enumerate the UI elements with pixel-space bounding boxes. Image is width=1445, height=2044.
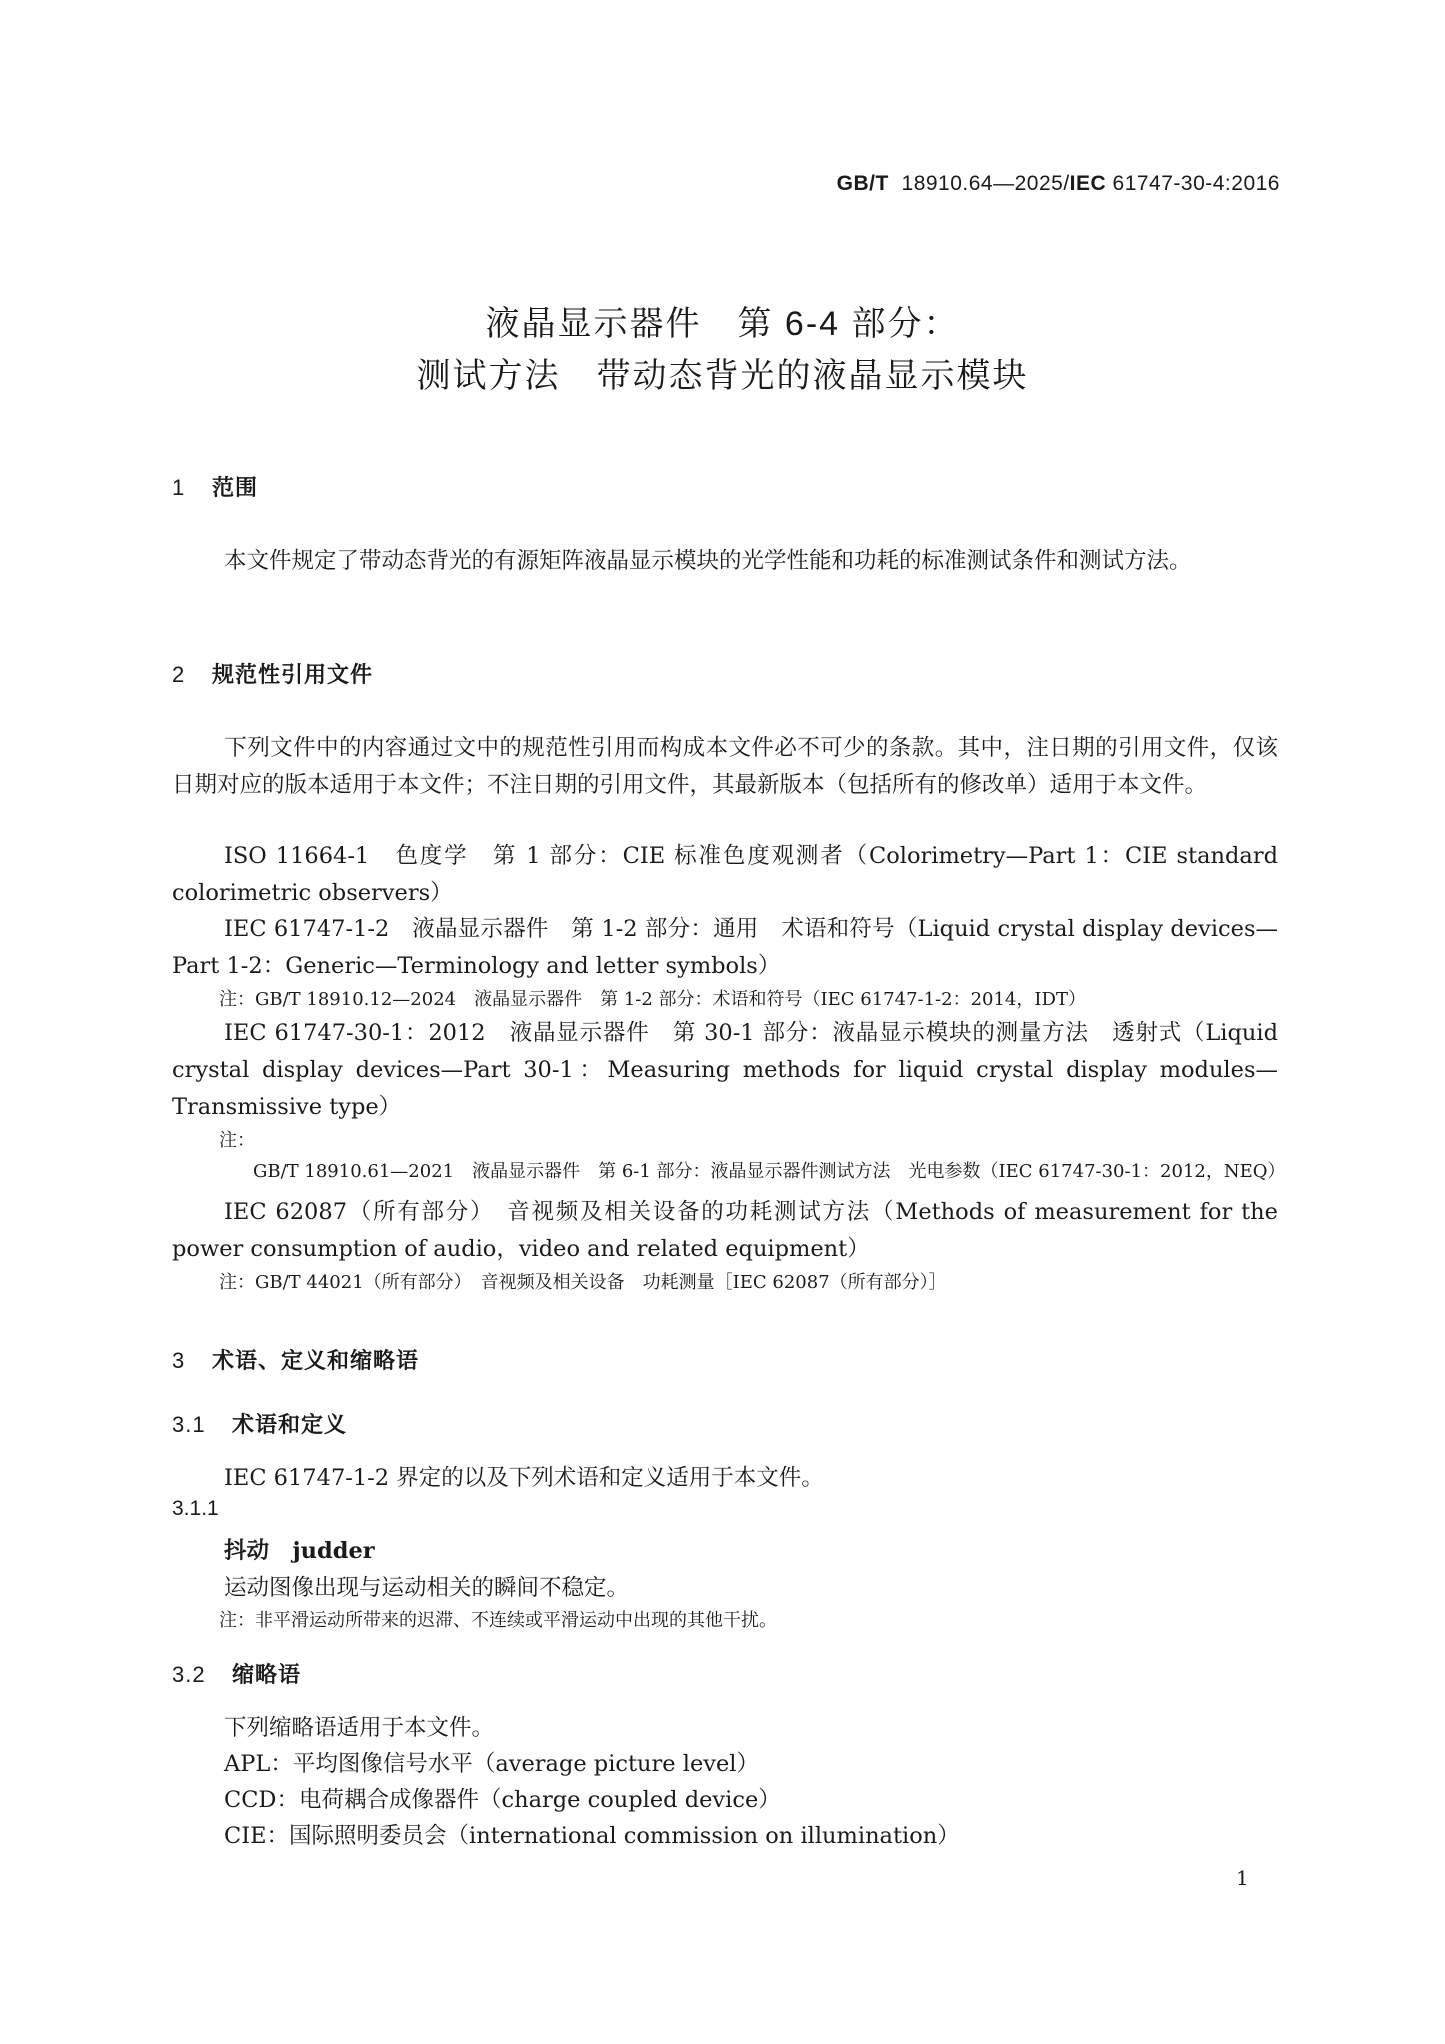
reference-text: IEC 62087（所有部分） 音视频及相关设备的功耗测试方法（Methods of measurement for the power consumption of audio，video and related equipment） <box>172 1199 1278 1262</box>
term-chinese: 抖动 <box>224 1538 270 1564</box>
note-label: 注： <box>219 1610 255 1630</box>
term-number: 3.1.1 <box>172 1497 219 1520</box>
reference-text: IEC 61747-30-1：2012 液晶显示器件 第 30-1 部分：液晶显示模块的测量方法 透射式（Liquid crystal display devices—Part 30-1：Measuring methods for liquid crystal display modules—Transmissive type） <box>172 1020 1278 1120</box>
section-2-intro <box>172 730 1278 804</box>
reference-text: ISO 11664-1 色度学 第 1 部分：CIE 标准色度观测者（Colorimetry—Part 1：CIE standard colorimetric observers） <box>172 843 1278 906</box>
reference-iec-61747-1-2 <box>172 911 1278 985</box>
note-text: GB/T 18910.12—2024 液晶显示器件 第 1-2 部分：术语和符号（IEC 61747-1-2：2014，IDT） <box>255 989 1086 1010</box>
note-gb-44021 <box>219 1267 1279 1298</box>
section-1-paragraph <box>172 543 1278 580</box>
section-3-1-heading <box>172 1408 347 1439</box>
section-number: 3.2 <box>172 1662 206 1687</box>
reference-text: IEC 61747-1-2 液晶显示器件 第 1-2 部分：通用 术语和符号（Liquid crystal display devices—Part 1-2：Generic—Terminology and letter symbols） <box>172 916 1278 979</box>
section-2-heading <box>172 658 373 689</box>
term-note <box>219 1605 1279 1636</box>
abbreviation-cie: CIE：国际照明委员会（international commission on illumination） <box>224 1823 960 1849</box>
document-code <box>837 172 1280 196</box>
note-gb-18910-61 <box>219 1125 1286 1187</box>
section-3-2-heading <box>172 1658 301 1689</box>
term-english: judder <box>292 1538 375 1564</box>
section-title: 术语、定义和缩略语 <box>212 1348 420 1373</box>
note-text: GB/T 44021（所有部分） 音视频及相关设备 功耗测量［IEC 62087（所有部分）］ <box>255 1272 947 1293</box>
code-prefix: GB/T <box>836 172 889 195</box>
paragraph-text: 本文件规定了带动态背光的有源矩阵液晶显示模块的光学性能和功耗的标准测试条件和测试方法。 <box>224 548 1192 574</box>
reference-iso-11664-1 <box>172 838 1278 912</box>
abbreviation-ccd: CCD：电荷耦合成像器件（charge coupled device） <box>224 1787 781 1813</box>
code-number: 18910.64—2025/ <box>901 172 1070 195</box>
section-title: 范围 <box>212 475 259 500</box>
page-number: 1 <box>1236 1866 1249 1890</box>
section-3-2-intro: 下列缩略语适用于本文件。 <box>224 1715 495 1741</box>
section-number: 3.1 <box>172 1412 206 1437</box>
document-title-line2: 测试方法 带动态背光的液晶显示模块 <box>416 357 1029 395</box>
code-iec: 61747-30-4:2016 <box>1112 172 1280 195</box>
note-text: GB/T 18910.61—2021 液晶显示器件 第 6-1 部分：液晶显示器件测试方法 光电参数（IEC 61747-30-1：2012，NEQ） <box>253 1161 1286 1182</box>
note-gb-18910-12 <box>219 984 1279 1015</box>
note-text: 非平滑运动所带来的迟滞、不连续或平滑运动中出现的其他干扰。 <box>255 1610 777 1631</box>
reference-iec-61747-30-1 <box>172 1015 1278 1126</box>
section-number: 3 <box>172 1348 186 1373</box>
section-number: 1 <box>172 475 186 500</box>
section-3-heading <box>172 1344 419 1375</box>
document-title-line1: 液晶显示器件 第 6-4 部分： <box>485 305 960 343</box>
note-label: 注： <box>219 989 255 1009</box>
section-1-heading <box>172 471 258 502</box>
code-iec-label: IEC <box>1069 172 1107 195</box>
paragraph-text: 下列文件中的内容通过文中的规范性引用而构成本文件必不可少的条款。其中，注日期的引用文件，仅该日期对应的版本适用于本文件；不注日期的引用文件，其最新版本（包括所有的修改单）适用于本文件。 <box>172 735 1278 798</box>
term-definition: 运动图像出现与运动相关的瞬间不稳定。 <box>224 1575 630 1601</box>
note-label: 注： <box>219 1130 255 1150</box>
section-3-1-intro: IEC 61747-1-2 界定的以及下列术语和定义适用于本文件。 <box>224 1465 824 1491</box>
abbreviation-apl: APL：平均图像信号水平（average picture level） <box>224 1751 760 1777</box>
section-number: 2 <box>172 662 186 687</box>
section-title: 规范性引用文件 <box>212 662 374 687</box>
section-title: 缩略语 <box>232 1662 302 1687</box>
section-title: 术语和定义 <box>232 1412 348 1437</box>
term-entry <box>224 1533 375 1565</box>
reference-iec-62087 <box>172 1194 1278 1268</box>
note-label: 注： <box>219 1272 255 1292</box>
